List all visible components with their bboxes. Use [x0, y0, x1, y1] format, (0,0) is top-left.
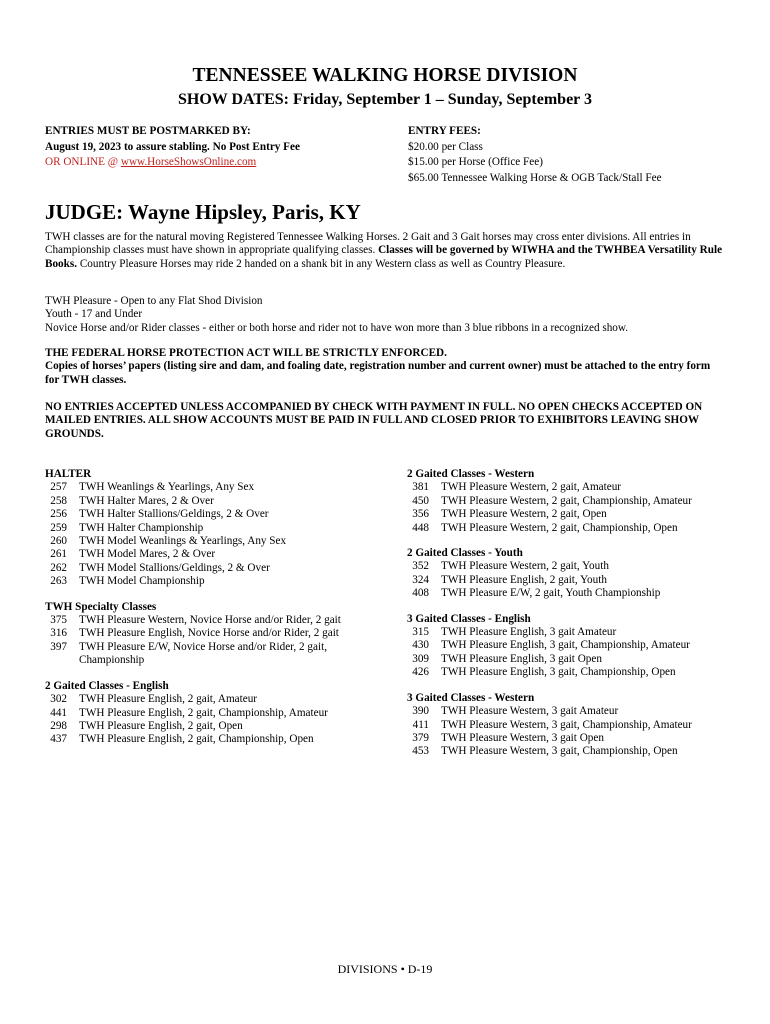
- group-heading: 3 Gaited Classes - English: [407, 612, 531, 625]
- fee-item: $20.00 per Class: [408, 140, 483, 153]
- definition-line: TWH Pleasure - Open to any Flat Shod Division: [45, 295, 263, 307]
- federal-notice: [45, 347, 725, 387]
- class-row: [407, 639, 737, 652]
- class-number: 261: [50, 548, 67, 561]
- class-name: TWH Halter Stallions/Geldings, 2 & Over: [79, 508, 269, 521]
- class-number: 441: [50, 706, 67, 719]
- group-heading: 2 Gaited Classes - Youth: [407, 547, 523, 560]
- class-name: TWH Pleasure English, Novice Horse and/or Rider, 2 gait: [79, 627, 339, 640]
- class-name: TWH Halter Championship: [79, 521, 204, 534]
- class-row: [45, 693, 365, 706]
- class-name: TWH Pleasure English, 3 gait Amateur: [441, 626, 617, 639]
- intro-paragraph: [45, 231, 725, 271]
- class-name: TWH Pleasure Western, 2 gait, Championship, Open: [441, 521, 678, 534]
- class-name: TWH Pleasure Western, Novice Horse and/or Rider, 2 gait: [79, 614, 341, 627]
- class-row: [407, 481, 737, 494]
- class-name: TWH Model Weanlings & Yearlings, Any Sex: [79, 535, 287, 548]
- class-name: TWH Pleasure English, 2 gait, Youth: [441, 573, 607, 586]
- group-heading: 2 Gaited Classes - English: [45, 679, 169, 692]
- right-class-column: [407, 468, 737, 771]
- class-name: TWH Pleasure Western, 3 gait, Championship, Open: [441, 745, 678, 758]
- class-number: 263: [50, 575, 67, 588]
- payment-notice: NO ENTRIES ACCEPTED UNLESS ACCOMPANIED BY CHECK WITH PAYMENT IN FULL. NO OPEN CHECKS ACCEPTED ON MAILED ENTRIES. ALL SHOW ACCOUNTS MUST BE PAID IN FULL AND CLOSED PRIOR TO EXHIBITORS LEAVING SHOW GROUNDS.: [45, 401, 703, 440]
- group-heading: 2 Gaited Classes - Western: [407, 468, 535, 480]
- class-group-3gait-english: [407, 613, 737, 680]
- left-class-column: [45, 468, 365, 759]
- online-line: [45, 155, 385, 171]
- class-row: [45, 481, 365, 494]
- class-name: TWH Pleasure English, 3 gait, Championship, Amateur: [441, 639, 690, 652]
- class-group-halter: [45, 468, 365, 589]
- class-name: TWH Pleasure E/W, 2 gait, Youth Championship: [441, 587, 661, 600]
- online-prefix: OR ONLINE @: [45, 156, 121, 168]
- class-row: [45, 548, 365, 561]
- class-number: 437: [50, 733, 67, 746]
- class-row: [407, 719, 737, 732]
- class-group-2gait-western: [407, 468, 737, 535]
- class-name: TWH Pleasure English, 3 gait, Championship, Open: [441, 666, 676, 679]
- class-number: 379: [412, 731, 429, 744]
- class-number: 426: [412, 666, 429, 679]
- entries-deadline: August 19, 2023 to assure stabling. No Post Entry Fee: [45, 140, 300, 153]
- class-row: [45, 522, 365, 535]
- class-name: TWH Model Mares, 2 & Over: [79, 548, 216, 561]
- class-row: [407, 560, 737, 573]
- group-heading: TWH Specialty Classes: [45, 600, 157, 613]
- class-name: TWH Pleasure Western, 3 gait Amateur: [441, 705, 619, 718]
- class-row: [45, 614, 365, 627]
- class-row: [45, 720, 365, 733]
- class-number: 352: [412, 560, 429, 573]
- class-row: [407, 666, 737, 679]
- class-row: [45, 627, 365, 640]
- class-row: [45, 707, 365, 720]
- class-group-3gait-western: [407, 692, 737, 759]
- class-name: TWH Pleasure Western, 2 gait, Open: [441, 508, 607, 521]
- group-heading: HALTER: [45, 468, 92, 480]
- intro-text-2: Country Pleasure Horses may ride 2 handed on a shank bit in any Western class as well as Country Pleasure.: [77, 257, 566, 270]
- class-group-2gait-english: [45, 680, 365, 747]
- class-number: 258: [50, 494, 67, 507]
- class-number: 316: [50, 627, 67, 640]
- class-name: TWH Model Stallions/Geldings, 2 & Over: [79, 561, 270, 574]
- definitions-block: [45, 295, 725, 335]
- class-name: TWH Model Championship: [79, 575, 205, 588]
- class-row: [407, 587, 737, 600]
- judge-heading: JUDGE: Wayne Hipsley, Paris, KY: [45, 200, 361, 224]
- class-name: TWH Pleasure English, 2 gait, Open: [79, 719, 243, 732]
- class-number: 324: [412, 573, 429, 586]
- fee-item: $15.00 per Horse (Office Fee): [408, 156, 543, 168]
- class-name: TWH Pleasure English, 3 gait Open: [441, 652, 602, 665]
- fees-block: [408, 124, 728, 186]
- intro-bold-rules: Classes will be governed by WIWHA and the TWHBEA Versatility Rule Books.: [45, 244, 723, 270]
- class-name: TWH Pleasure Western, 2 gait, Championship, Amateur: [441, 494, 692, 507]
- class-name: TWH Pleasure Western, 2 gait, Amateur: [441, 481, 622, 494]
- entries-block: [45, 124, 385, 171]
- fee-item: $65.00 Tennessee Walking Horse & OGB Tack/Stall Fee: [408, 171, 662, 184]
- class-number: 397: [50, 640, 67, 653]
- class-number: 408: [412, 587, 429, 600]
- intro-text-1: TWH classes are for the natural moving Registered Tennessee Walking Horses. 2 Gait and 3 Gait horses may cross enter divisions. All entries in Championship classes must have shown in appropriate qualifying classes.: [45, 231, 691, 257]
- class-number: 448: [412, 521, 429, 534]
- class-name: TWH Pleasure English, 2 gait, Amateur: [79, 693, 258, 706]
- class-number: 262: [50, 561, 67, 574]
- show-dates: SHOW DATES: Friday, September 1 – Sunday, September 3: [178, 91, 592, 108]
- class-row: [407, 508, 737, 521]
- page-footer: DIVISIONS • D-19: [337, 962, 433, 976]
- class-name: TWH Weanlings & Yearlings, Any Sex: [79, 481, 255, 494]
- class-number: 375: [50, 614, 67, 627]
- class-row: [45, 495, 365, 508]
- class-group-2gait-youth: [407, 547, 737, 601]
- class-row: [407, 626, 737, 639]
- division-title: TENNESSEE WALKING HORSE DIVISION: [192, 65, 578, 86]
- class-row: [45, 641, 365, 668]
- class-row: [407, 522, 737, 535]
- class-number: 259: [50, 521, 67, 534]
- definition-line: Youth - 17 and Under: [45, 308, 143, 321]
- class-number: 260: [50, 535, 67, 548]
- class-number: 309: [412, 652, 429, 665]
- class-number: 453: [412, 745, 429, 758]
- class-row: [407, 745, 737, 758]
- federal-act-line: THE FEDERAL HORSE PROTECTION ACT WILL BE STRICTLY ENFORCED.: [45, 347, 447, 359]
- class-name: TWH Pleasure E/W, Novice Horse and/or Rider, 2 gait, Championship: [79, 640, 327, 667]
- papers-requirement: Copies of horses’ papers (listing sire and dam, and foaling date, registration number and current owner) must be attached to the entry form for TWH classes.: [45, 360, 711, 386]
- class-row: [45, 562, 365, 575]
- class-row: [407, 732, 737, 745]
- horseshowsonline-link[interactable]: www.HorseShowsOnline.com: [120, 156, 257, 168]
- class-row: [45, 535, 365, 548]
- class-name: TWH Pleasure English, 2 gait, Championship, Open: [79, 733, 314, 746]
- fees-heading: ENTRY FEES:: [408, 125, 481, 137]
- class-row: [407, 653, 737, 666]
- class-row: [407, 574, 737, 587]
- group-heading: 3 Gaited Classes - Western: [407, 691, 535, 704]
- class-number: 381: [412, 481, 429, 494]
- class-name: TWH Pleasure Western, 3 gait Open: [441, 731, 604, 744]
- class-number: 315: [412, 626, 429, 639]
- class-row: [407, 705, 737, 718]
- class-number: 411: [412, 718, 429, 731]
- entries-heading: ENTRIES MUST BE POSTMARKED BY:: [45, 125, 251, 137]
- class-name: TWH Halter Mares, 2 & Over: [79, 494, 214, 507]
- class-number: 430: [412, 639, 429, 652]
- class-group-specialty: [45, 601, 365, 668]
- class-row: [45, 733, 365, 746]
- class-number: 450: [412, 494, 429, 507]
- class-row: [407, 495, 737, 508]
- class-number: 302: [50, 693, 67, 706]
- class-name: TWH Pleasure English, 2 gait, Championship, Amateur: [79, 706, 328, 719]
- class-number: 390: [412, 705, 429, 718]
- class-name: TWH Pleasure Western, 2 gait, Youth: [441, 560, 609, 573]
- class-number: 256: [50, 508, 67, 521]
- definition-line: Novice Horse and/or Rider classes - either or both horse and rider not to have won more than 3 blue ribbons in a recognized show.: [45, 321, 629, 334]
- class-number: 298: [50, 719, 67, 732]
- class-number: 257: [50, 481, 67, 494]
- class-name: TWH Pleasure Western, 3 gait, Championship, Amateur: [441, 718, 692, 731]
- class-row: [45, 508, 365, 521]
- class-number: 356: [412, 508, 429, 521]
- class-row: [45, 575, 365, 588]
